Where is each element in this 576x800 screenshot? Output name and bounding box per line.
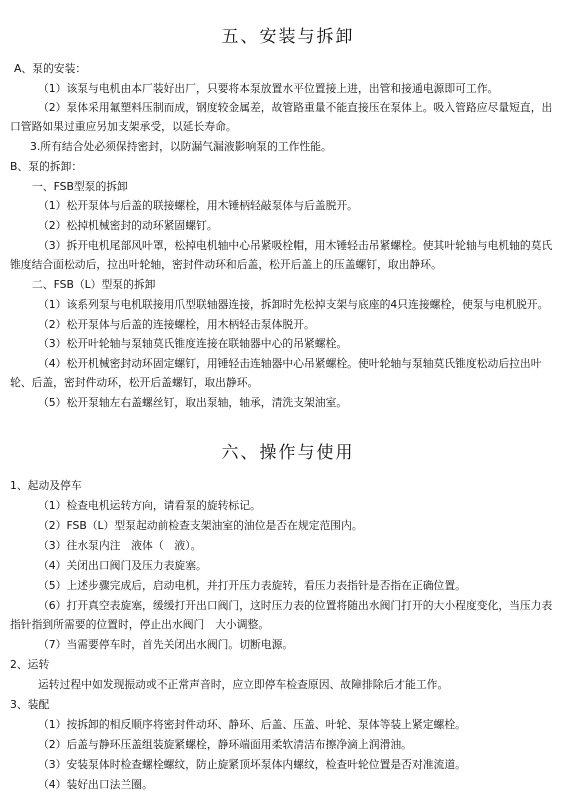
section-six-title: 六、操作与使用	[221, 443, 355, 463]
install-item-3: 3.所有结合处必须保持密封，以防漏气漏液影响泵的工作性能。	[30, 140, 332, 153]
fsbl-item-5: （5）松开泵轴左右盖螺丝钉，取出泵轴，轴承，清洗支架油室。	[38, 396, 348, 409]
section-five-title: 五、安装与拆卸	[221, 27, 355, 47]
assembly-item-3: （3）安装泵体时检查螺栓螺纹，防止旋紧顶坏泵体内螺纹，检查叶轮位置是否对准流道。	[38, 758, 466, 771]
fsb-heading: 一、FSB型泵的拆卸	[32, 180, 128, 193]
start-stop-item-6: （6）打开真空表旋塞，缓缓打开出口阀门，这时压力表的位置将随出水阀门打开的大小程度变化，当压力表指针指到所需要的位置时，停止出水阀门 大小调整。	[10, 599, 553, 631]
assembly-heading: 3、装配	[10, 698, 50, 711]
fsbl-item-2: （2）松开泵体与后盖的连接螺栓，用木柄轻击泵体脱开。	[38, 318, 315, 331]
start-stop-heading: 1、起动及停车	[10, 479, 82, 492]
install-item-1: （1）该泵与电机由本厂装好出厂，只要将本泵放置水平位置接上进，出管和接通电源即可工作。	[38, 82, 499, 95]
start-stop-item-1: （1）检查电机运转方向，请看泵的旋转标记。	[38, 499, 261, 512]
fsbl-item-3: （3）松开叶轮轴与泵轴莫氏锥度连接在联轴器中心的吊紧螺栓。	[38, 337, 348, 350]
operation-text: 运转过程中如发现振动或不正常声音时，应立即停车检查原因、故障排除后才能工作。	[38, 678, 449, 691]
install-item-2: （2）泵体采用氟塑料压制而成，钢度较金属差，故管路重量不能直接压在泵体上。吸入管路应尽量短直，出口管路如果过重应另加支架承受，以延长寿命。	[10, 101, 553, 133]
assembly-item-2: （2）后盖与静环压盖组装旋紧螺栓，静环端面用柔软清洁布擦净滴上润滑油。	[38, 738, 412, 751]
fsbl-item-1: （1）该系列泵与电机联接用爪型联轴器连接，拆卸时先松掉支架与底座的4只连接螺栓，使泵与电机脱开。	[38, 298, 549, 311]
assembly-item-1: （1）按拆卸的相反顺序将密封件动环、静环、后盖、压盖、叶轮、泵体等装上紧定螺栓。	[38, 718, 466, 731]
fsb-item-2: （2）松掉机械密封的动环紧固螺钉。	[38, 219, 218, 232]
start-stop-item-5: （5）上述步骤完成后，启动电机，并打开压力表旋转，看压力表指针是否指在正确位置。	[38, 579, 466, 592]
start-stop-item-7: （7）当需要停车时，首先关闭出水阀门。切断电源。	[38, 638, 294, 651]
start-stop-item-2: （2）FSB（L）型泵起动前检查支架油室的油位是否在规定范围内。	[38, 519, 363, 532]
fsbl-heading: 二、FSB（L）型泵的拆卸	[32, 278, 156, 291]
disassembly-heading: B、泵的拆卸：	[10, 160, 83, 173]
start-stop-item-3: （3）往水泵内注 液体（ 液）。	[38, 539, 202, 552]
start-stop-item-4: （4）关闭出口阀门及压力表旋塞。	[38, 559, 207, 572]
operation-heading: 2、运转	[10, 658, 50, 671]
assembly-item-4: （4）装好出口法兰圈。	[38, 778, 153, 791]
install-heading: A、泵的安装：	[14, 62, 87, 75]
fsb-item-1: （1）松开泵体与后盖的联接螺栓，用木锤柄轻敲泵体与后盖脱开。	[38, 199, 358, 212]
fsbl-item-4: （4）松开机械密封动环固定螺钉，用锤轻击连轴器中心吊紧螺栓。使叶轮轴与泵轴莫氏锥度松动后拉出叶轮、后盖，密封件动环，松开后盖螺钉，取出静环。	[10, 357, 542, 389]
fsb-item-3: （3）拆开电机尾部风叶罩，松掉电机轴中心吊紧吸栓帽，用木锤轻击吊紧螺栓。使其叶轮轴与电机轴的莫氏锥度结合面松动后，拉出叶轮轴，密封件动环和后盖，松开后盖上的压盖螺钉，取出静环。	[10, 239, 553, 271]
